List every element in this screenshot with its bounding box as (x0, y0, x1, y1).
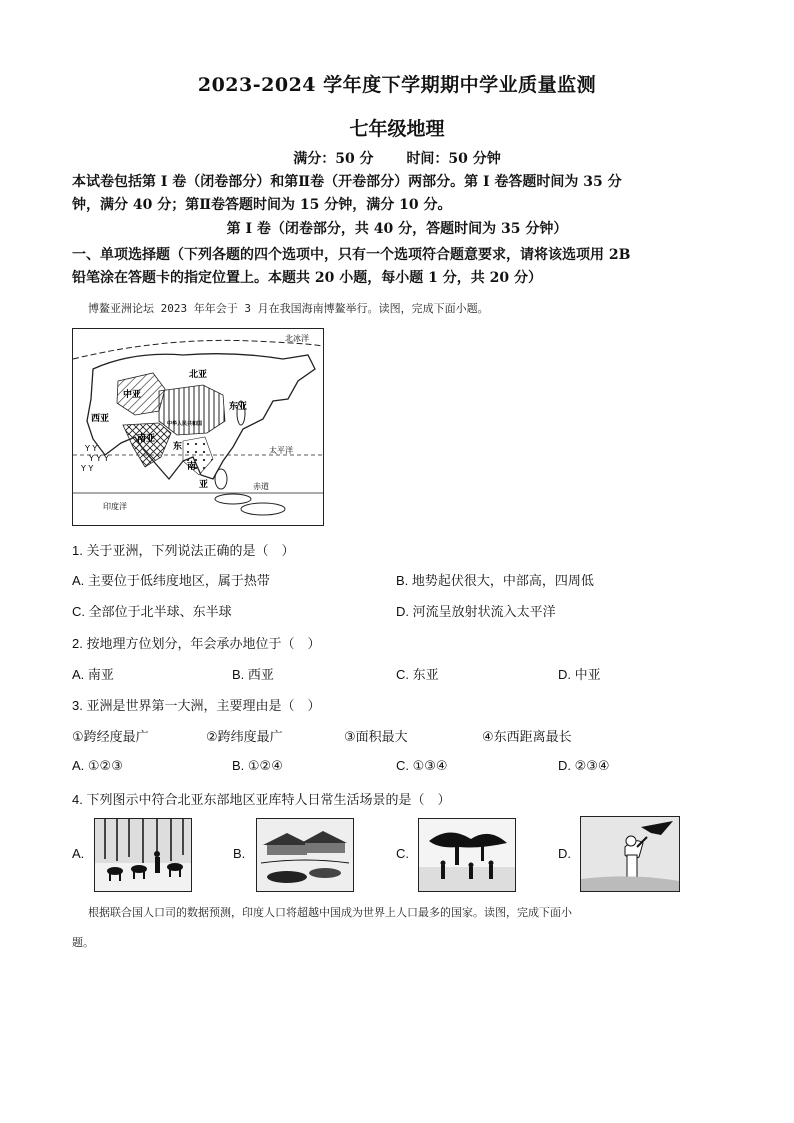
instructions-line-2: 铅笔涂在答题卡的指定位置上。本题共 20 小题，每小题 1 分，共 20 分） (72, 270, 542, 286)
reindeer-scene-icon (95, 819, 191, 891)
savanna-scene-icon (419, 819, 515, 891)
question-4-option-a[interactable]: A. (72, 846, 85, 861)
map-label-east-asia: 东亚 (229, 402, 248, 412)
question-2-option-c[interactable]: C. 东亚 (396, 667, 439, 682)
exam-meta (0, 148, 794, 168)
section-heading: 第 I 卷（闭卷部分，共 40 分，答题时间为 35 分钟） (226, 221, 568, 237)
svg-text:Y Y: Y Y (85, 444, 98, 453)
question-2-option-d[interactable]: D. 中亚 (558, 667, 601, 682)
exam-time: 时间：50 分钟 (406, 151, 501, 167)
question-2-option-a[interactable]: A. 南亚 (72, 667, 114, 682)
map-label-indian-ocean: 印度洋 (103, 502, 127, 511)
question-3-stem: 3. 亚洲是世界第一大洲，主要理由是（ ） (72, 698, 321, 713)
question-2-option-b[interactable]: B. 西亚 (232, 667, 274, 682)
map-label-sea-1: 东 (173, 442, 183, 452)
question-1-option-d[interactable]: D. 河流呈放射状流入太平洋 (396, 604, 556, 619)
full-score: 满分：50 分 (293, 151, 374, 167)
asia-map-figure (72, 328, 324, 526)
question-3-item-4: ④东西距离最长 (482, 729, 572, 744)
question-3-item-2: ②跨纬度最广 (206, 729, 283, 744)
question-3-item-3: ③面积最大 (344, 729, 408, 744)
context-text-2-line-2: 题。 (72, 936, 94, 949)
context-text-1: 博鳌亚洲论坛 2023 年年会于 3 月在我国海南博鳌举行。读图，完成下面小题。 (88, 302, 489, 315)
question-4-option-d[interactable]: D. (558, 846, 571, 861)
instructions-line-1: 一、单项选择题（下列各题的四个选项中，只有一个选项符合题意要求，请将该选项用 2B (72, 247, 631, 263)
map-label-west-asia: 西亚 (91, 414, 110, 424)
map-label-north-asia: 北亚 (189, 370, 208, 380)
boat-village-icon (257, 819, 353, 891)
map-label-sea-2: 南 (187, 462, 197, 472)
question-3-option-c[interactable]: C. ①③④ (396, 758, 448, 773)
question-1-option-b[interactable]: B. 地势起伏很大，中部高，四周低 (396, 573, 594, 588)
question-3-item-1: ①跨经度最广 (72, 729, 149, 744)
map-label-sea-3: 亚 (199, 480, 209, 490)
question-3-option-b[interactable]: B. ①②④ (232, 758, 283, 773)
subject-title: 七年级地理 (349, 118, 445, 140)
question-4-stem: 4. 下列图示中符合北亚东部地区亚库特人日常生活场景的是（ ） (72, 792, 451, 807)
falconer-scene-icon (581, 817, 679, 891)
context-text-2-line-1: 根据联合国人口司的数据预测，印度人口将超越中国成为世界上人口最多的国家。读图，完成下面小 (88, 906, 572, 919)
intro-line-1: 本试卷包括第 I 卷（闭卷部分）和第Ⅱ卷（开卷部分）两部分。第 I 卷答题时间为 35 分 (72, 174, 622, 190)
question-1-stem: 1. 关于亚洲，下列说法正确的是（ ） (72, 543, 295, 558)
map-label-arctic: 北冰洋 (285, 334, 309, 343)
svg-text:Y Y: Y Y (81, 464, 94, 473)
asia-map-svg (73, 329, 323, 525)
question-2-stem: 2. 按地理方位划分，年会承办地位于（ ） (72, 636, 321, 651)
instructions-paragraph (72, 244, 722, 290)
question-4-option-c[interactable]: C. (396, 846, 409, 861)
question-3-option-d[interactable]: D. ②③④ (558, 758, 610, 773)
intro-line-2: 钟，满分 40 分；第Ⅱ卷答题时间为 15 分钟，满分 10 分。 (72, 197, 452, 213)
exam-title: 2023-2024 学年度下学期期中学业质量监测 (197, 74, 597, 96)
question-4-image-c[interactable] (418, 818, 516, 892)
question-4-image-a[interactable] (94, 818, 192, 892)
map-label-china: 中华人民共和国 (167, 421, 203, 427)
map-label-central-asia: 中亚 (123, 390, 142, 400)
svg-text:Y Y Y: Y Y Y (89, 454, 109, 463)
map-label-south-asia: 南亚 (137, 434, 156, 444)
question-4-option-b[interactable]: B. (233, 846, 246, 861)
question-1-option-c[interactable]: C. 全部位于北半球、东半球 (72, 604, 232, 619)
intro-paragraph (72, 171, 722, 217)
question-3-option-a[interactable]: A. ①②③ (72, 758, 123, 773)
question-4-image-b[interactable] (256, 818, 354, 892)
question-4-image-d[interactable] (580, 816, 680, 892)
map-label-pacific: 太平洋 (269, 446, 293, 455)
map-label-equator: 赤道 (253, 482, 269, 491)
question-1-option-a[interactable]: A. 主要位于低纬度地区，属于热带 (72, 573, 270, 588)
